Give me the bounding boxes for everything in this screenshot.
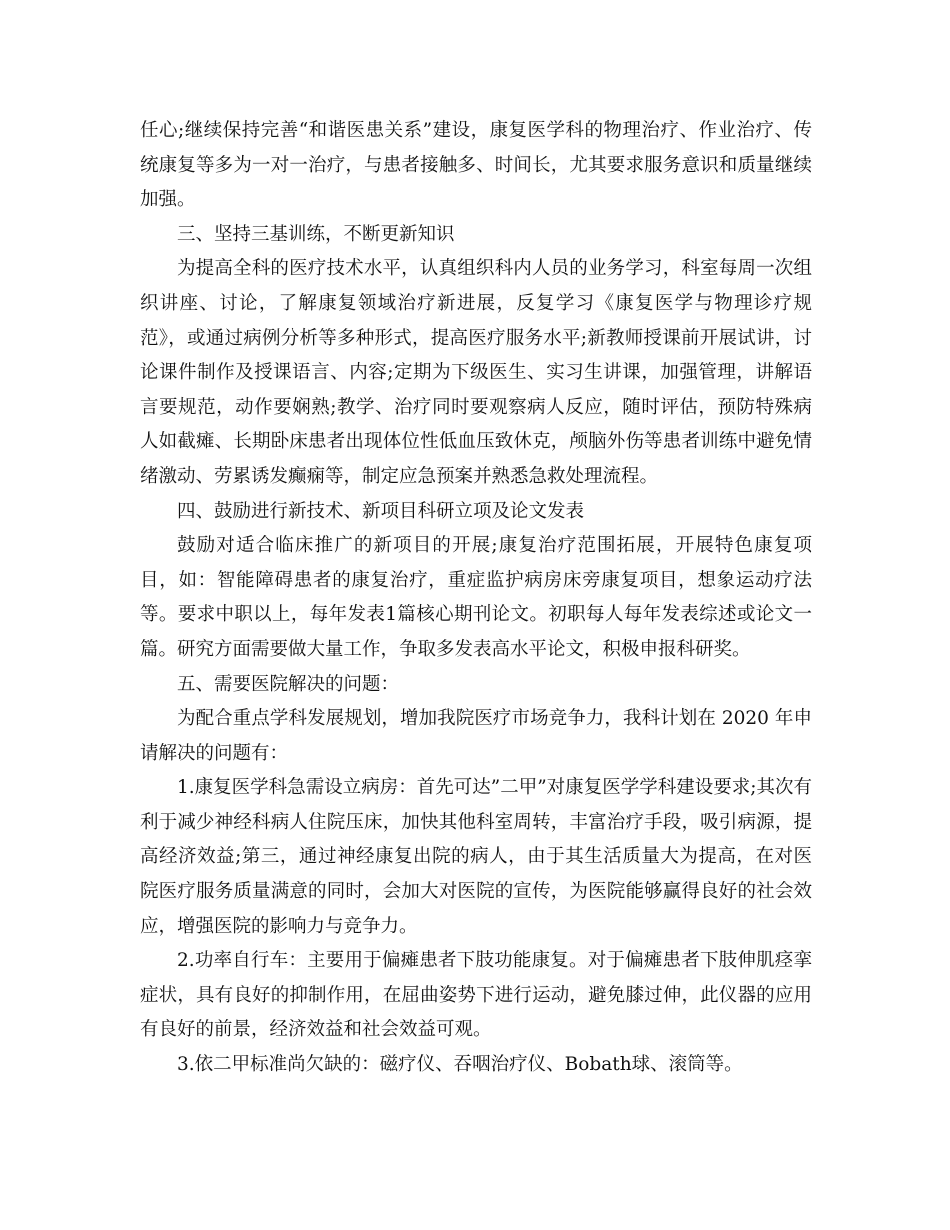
paragraph-plan-intro: 为配合重点学科发展规划，增加我院医疗市场竞争力，我科计划在 2020 年申请解决的问题有：	[140, 708, 812, 764]
document-page	[140, 114, 812, 1083]
paragraph-continued: 任心;继续保持完善“和谐医患关系”建设，康复医学科的物理治疗、作业治疗、传统康复等多为一对一治疗，与患者接触多、时间长，尤其要求服务意识和质量继续加强。	[140, 120, 812, 211]
section-heading-4: 四、鼓励进行新技术、新项目科研立项及论文发表	[177, 500, 585, 522]
paragraph-training: 为提高全科的医疗技术水平，认真组织科内人员的业务学习，科室每周一次组织讲座、讨论，了解康复领域治疗新进展，反复学习《康复医学与物理诊疗规范》，或通过病例分析等多种形式，提高医疗服务水平;新教师授课前开展试讲，讨论课件制作及授课语言、内容;定期为下级医生、实习生讲课，加强管理，讲解语言要规范，动作要娴熟;教学、治疗同时要观察病人反应，随时评估，预防特殊病人如截瘫、长期卧床患者出现体位性低血压致休克，颅脑外伤等患者训练中避免情绪激动、劳累诱发癫痫等，制定应急预案并熟悉急救处理流程。	[140, 258, 812, 487]
paragraph-research: 鼓励对适合临床推广的新项目的开展;康复治疗范围拓展，开展特色康复项目，如：智能障碍患者的康复治疗，重症监护病房床旁康复项目，想象运动疗法等。要求中职以上，每年发表1篇核心期刊论文。初职每人每年发表综述或论文一篇。研究方面需要做大量工作，争取多发表高水平论文，积极申报科研奖。	[140, 535, 812, 660]
section-heading-3: 三、坚持三基训练，不断更新知识	[177, 223, 455, 245]
list-item-equipment: 3.依二甲标准尚欠缺的：磁疗仪、吞咽治疗仪、Bobath球、滚筒等。	[177, 1054, 743, 1076]
section-heading-5: 五、需要医院解决的问题：	[177, 673, 400, 695]
list-item-bicycle: 2.功率自行车：主要用于偏瘫患者下肢功能康复。对于偏瘫患者下肢伸肌痉挛症状，具有良好的抑制作用，在屈曲姿势下进行运动，避免膝过伸，此仪器的应用有良好的前景，经济效益和社会效益可观。	[140, 950, 812, 1041]
list-item-ward: 1.康复医学科急需设立病房：首先可达”二甲”对康复医学学科建设要求;其次有利于减少神经科病人住院压床，加快其他科室周转，丰富治疗手段，吸引病源，提高经济效益;第三，通过神经康复出院的病人，由于其生活质量大为提高，在对医院医疗服务质量满意的同时，会加大对医院的宣传，为医院能够赢得良好的社会效应，增强医院的影响力与竞争力。	[140, 777, 812, 937]
